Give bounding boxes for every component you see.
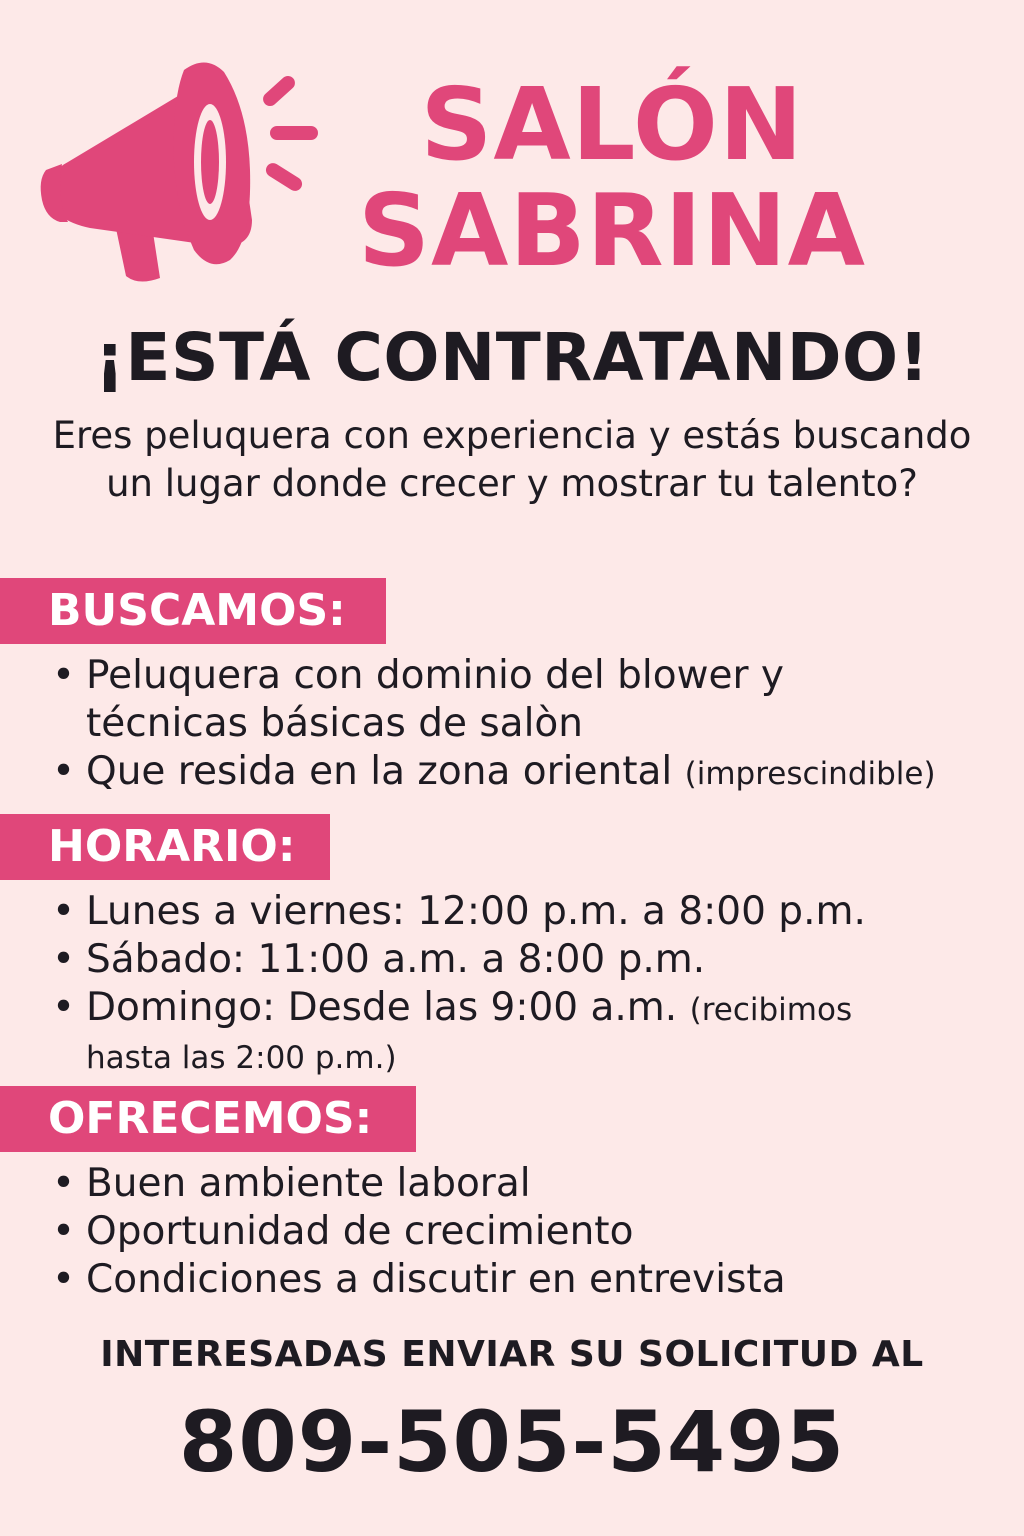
section-title-ofrecemos: OFRECEMOS: xyxy=(0,1086,416,1152)
salon-name-line2: SABRINA xyxy=(358,172,866,289)
hiring-headline: ¡ESTÁ CONTRATANDO! xyxy=(94,319,930,396)
bullet-icon: • xyxy=(52,653,76,698)
salon-name xyxy=(322,66,902,289)
megaphone-icon xyxy=(38,50,328,290)
bullet-icon: • xyxy=(52,1209,76,1254)
list-item xyxy=(50,748,1010,798)
bullet-icon: • xyxy=(52,1161,76,1206)
buscamos-list xyxy=(50,652,1010,798)
list-item-text: Que resida en la zona oriental xyxy=(86,749,673,794)
list-item-text: Peluquera con dominio del blower y técnicas básicas de salòn xyxy=(86,653,784,746)
list-item-note: (imprescindible) xyxy=(684,756,936,792)
phone-number[interactable]: 809-505-5495 xyxy=(178,1393,846,1491)
list-item-note: (recibimos hasta las 2:00 p.m.) xyxy=(86,992,853,1076)
intro-question: Eres peluquera con experiencia y estás buscando un lugar donde crecer y mostrar tu talento? xyxy=(52,414,972,505)
list-item-text: Lunes a viernes: 12:00 p.m. a 8:00 p.m. xyxy=(86,889,866,934)
list-item xyxy=(50,888,1010,936)
bullet-icon: • xyxy=(52,985,76,1030)
list-item xyxy=(50,1160,1010,1208)
bullet-icon: • xyxy=(52,937,76,982)
list-item-text: Buen ambiente laboral xyxy=(86,1161,531,1206)
bullet-icon: • xyxy=(52,749,76,794)
list-item xyxy=(50,1208,1010,1256)
list-item-text: Sábado: 11:00 a.m. a 8:00 p.m. xyxy=(86,937,706,982)
call-to-action: INTERESADAS ENVIAR SU SOLICITUD AL xyxy=(100,1334,924,1375)
list-item-text: Oportunidad de crecimiento xyxy=(86,1209,634,1254)
list-item xyxy=(50,936,1010,984)
list-item xyxy=(50,652,1010,748)
section-title-buscamos: BUSCAMOS: xyxy=(0,578,386,644)
list-item-text: Condiciones a discutir en entrevista xyxy=(86,1257,786,1302)
list-item xyxy=(50,984,906,1080)
list-item xyxy=(50,1256,1010,1304)
horario-list xyxy=(50,888,1010,1080)
bullet-icon: • xyxy=(52,889,76,934)
ofrecemos-list xyxy=(50,1160,1010,1304)
list-item-text: Domingo: Desde las 9:00 a.m. xyxy=(86,985,678,1030)
section-title-horario: HORARIO: xyxy=(0,814,330,880)
bullet-icon: • xyxy=(52,1257,76,1302)
salon-name-line1: SALÓN xyxy=(420,66,804,183)
